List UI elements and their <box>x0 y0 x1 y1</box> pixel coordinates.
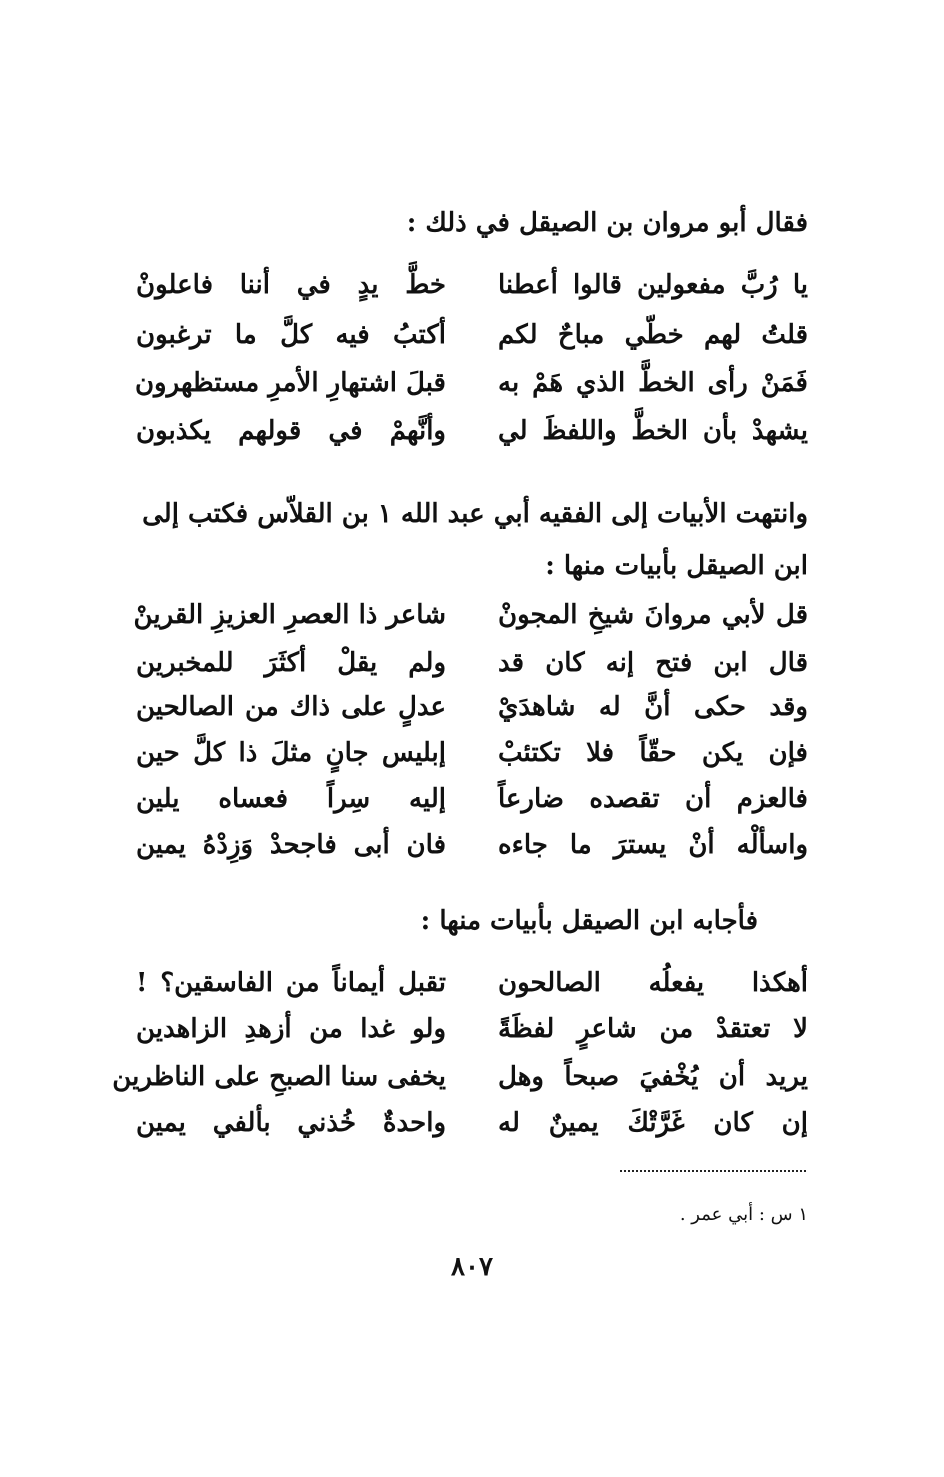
verse-second-hemistich: واحدةٌ خُذني بألفي يمين <box>136 1108 446 1138</box>
verse-second-hemistich: وأنَّهمْ في قولهم يكذبون <box>136 416 446 446</box>
section-1-intro: فقال أبو مروان بن الصيقل في ذلك : <box>406 208 808 238</box>
verse-line <box>136 320 808 370</box>
verse-first-hemistich: يا رُبَّ مفعولين قالوا أعطنا <box>498 270 808 300</box>
verse-line <box>136 648 808 698</box>
verse-line <box>136 1014 808 1064</box>
verse-line <box>136 270 808 320</box>
verse-first-hemistich: فَمَنْ رأى الخطَّ الذي هَمْ به <box>498 368 808 398</box>
verse-second-hemistich: يخفى سنا الصبحِ على الناظرين <box>112 1062 446 1092</box>
verse-line <box>136 1108 808 1158</box>
verse-second-hemistich: قبلَ اشتهارِ الأمرِ مستظهرون <box>134 368 446 398</box>
verse-line <box>112 1062 808 1112</box>
verse-second-hemistich: ولو غدا من أزهدِ الزاهدين <box>136 1014 446 1044</box>
verse-second-hemistich: فان أبى فاجحدْ وَزِدْهُ يمين <box>136 830 446 860</box>
verse-line <box>136 784 808 834</box>
footnote: ١ س : أبي عمر . <box>679 1204 808 1225</box>
verse-line <box>133 600 808 650</box>
verse-first-hemistich: إن كان غَرَّتْكَ يمينٌ له <box>498 1108 808 1138</box>
verse-line <box>136 830 808 880</box>
verse-first-hemistich: قلتُ لهم خطّي مباحٌ لكم <box>498 320 808 350</box>
verse-second-hemistich: شاعر ذا العصرِ العزيزِ القرينْ <box>133 600 446 630</box>
verse-first-hemistich: يريد أن يُخْفيَ صبحاً وهل <box>498 1062 808 1092</box>
verse-line <box>136 692 808 742</box>
verse-second-hemistich: خطَّ يدٍ في أننا فاعلونْ <box>136 270 446 300</box>
verse-second-hemistich: ولم يقلْ أكثَرَ للمخبرين <box>136 648 446 678</box>
verse-first-hemistich: لا تعتقدْ من شاعرٍ لفظَةً <box>498 1014 808 1044</box>
verse-first-hemistich: أهكذا يفعلُه الصالحون <box>498 968 808 998</box>
verse-first-hemistich: واسألْه أنْ يسترَ ما جاءه <box>498 830 808 860</box>
section-3-intro: فأجابه ابن الصيقل بأبيات منها : <box>420 906 758 936</box>
verse-line <box>136 368 808 418</box>
verse-first-hemistich: فالعزم أن تقصده ضارعاً <box>498 784 808 814</box>
verse-second-hemistich: عدلٍ على ذاك من الصالحين <box>136 692 446 722</box>
footnote-divider <box>620 1170 806 1172</box>
verse-first-hemistich: قال ابن فتح إنه كان قد <box>498 648 808 678</box>
verse-second-hemistich: تقبل أيماناً من الفاسقين؟ ! <box>136 968 446 998</box>
verse-second-hemistich: إليه سِراً فعساه يلين <box>136 784 446 814</box>
verse-first-hemistich: يشهدْ بأن الخطَّ واللفظَ لي <box>498 416 808 446</box>
verse-line <box>136 738 808 788</box>
verse-line <box>136 968 808 1018</box>
verse-first-hemistich: فإن يكن حقّاً فلا تكتئبْ <box>498 738 808 768</box>
verse-first-hemistich: قل لأبي مروانَ شيخِ المجونْ <box>498 600 808 630</box>
page-number: ٨٠٧ <box>451 1252 493 1282</box>
verse-line <box>136 416 808 466</box>
section-2-intro: وانتهت الأبيات إلى الفقيه أبي عبد الله ١ بن القلاّس فكتب إلى ابن الصيقل بأبيات منها : <box>142 499 808 581</box>
verse-second-hemistich: أكتبُ فيه كلَّ ما ترغبون <box>136 320 446 350</box>
verse-second-hemistich: إبليس جانٍ مثلَ ذا كلَّ حين <box>136 738 446 768</box>
verse-first-hemistich: وقد حكى أنَّ له شاهدَيْ <box>498 692 808 722</box>
